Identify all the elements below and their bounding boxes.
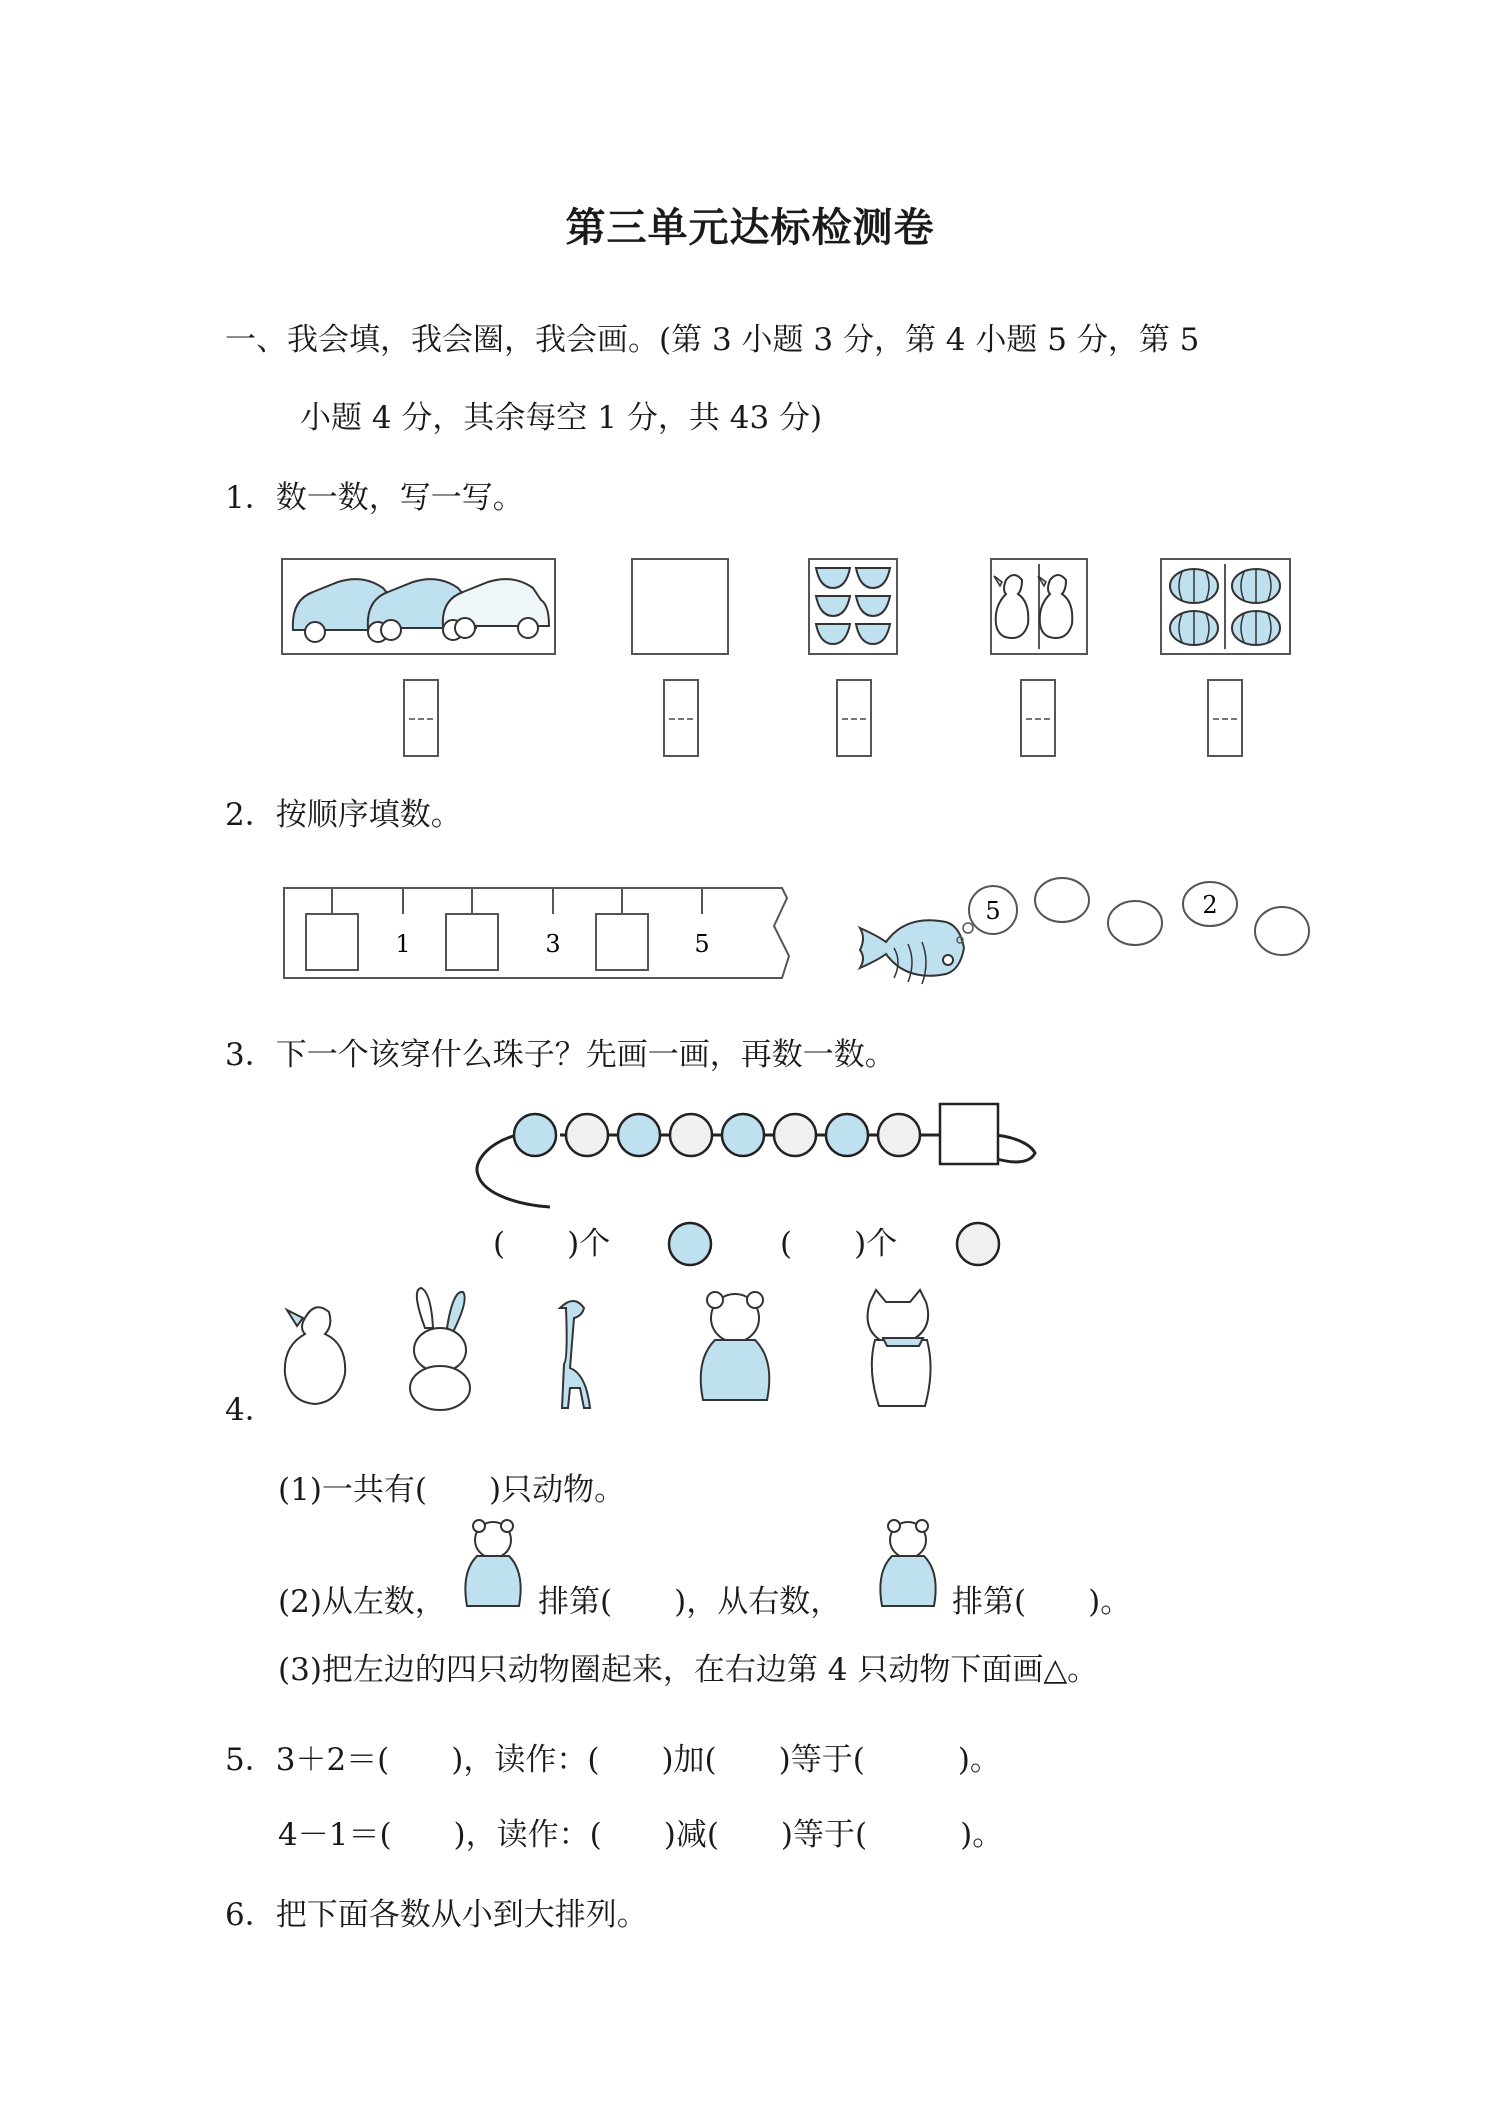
pumpkins-picture-frame: [1160, 558, 1291, 655]
duck-icon: [285, 1307, 345, 1404]
bead-white: [566, 1114, 608, 1156]
animals-row: [275, 1288, 975, 1418]
bead-blue: [618, 1114, 660, 1156]
page-title: 第三单元达标检测卷: [565, 205, 935, 251]
bead-white: [774, 1114, 816, 1156]
cat-icon: [868, 1290, 931, 1406]
ruler-blank-box-1[interactable]: [306, 914, 358, 970]
ruler-blank-box-2[interactable]: [446, 914, 498, 970]
cars-picture-frame: [281, 558, 556, 655]
bead-blue: [722, 1114, 764, 1156]
bear-icon: [870, 1518, 946, 1613]
blue-bead-icon: [666, 1220, 714, 1268]
question-1-text: 1．数一数，写一写。: [225, 480, 524, 516]
duck-icon: [992, 560, 1086, 653]
count-white-label: ( )个: [780, 1226, 898, 1262]
number-ruler: [282, 886, 792, 982]
ruler-label-1: 1: [395, 930, 411, 958]
section-heading-line1: 一、我会填，我会圈，我会画。(第 3 小题 3 分，第 4 小题 5 分，第 5: [225, 322, 1200, 358]
fish-bubbles-illustration: [850, 870, 1330, 1000]
ruler-blank-box-3[interactable]: [596, 914, 648, 970]
answer-box-bowls[interactable]: [836, 679, 872, 757]
question-5-line2: 4－1＝( )，读作：( )减( )等于( )。: [278, 1817, 1004, 1853]
bead-blue: [826, 1114, 868, 1156]
question-6-text: 6．把下面各数从小到大排列。: [225, 1897, 648, 1933]
question-4-sub2-c: 排第( )。: [952, 1584, 1132, 1620]
question-4-sub1: (1)一共有( )只动物。: [278, 1472, 626, 1508]
count-blue-label: ( )个: [493, 1226, 611, 1262]
ducks-picture-frame: [990, 558, 1088, 655]
bubble-5[interactable]: [1255, 907, 1309, 955]
bead-white: [878, 1114, 920, 1156]
question-2-text: 2．按顺序填数。: [225, 797, 462, 833]
question-5-line1: 5．3＋2＝( )，读作：( )加( )等于( )。: [225, 1742, 1001, 1778]
question-4-sub3: (3)把左边的四只动物圈起来，在右边第 4 只动物下面画△。: [278, 1652, 1099, 1688]
section-heading-line2: 小题 4 分，其余每空 1 分，共 43 分): [300, 400, 823, 436]
next-bead-box[interactable]: [940, 1104, 998, 1164]
answer-box-pumpkins[interactable]: [1207, 679, 1243, 757]
giraffe-icon: [560, 1301, 590, 1408]
question-4-number: 4．: [225, 1392, 276, 1428]
bead-white: [670, 1114, 712, 1156]
bubble-3[interactable]: [1108, 901, 1162, 945]
bubble-2[interactable]: [1035, 878, 1089, 922]
bubble-label-1: 5: [985, 897, 1001, 925]
bead-string: [470, 1095, 1050, 1215]
bear-icon: [455, 1518, 531, 1613]
question-4-sub2-a: (2)从左数，: [278, 1584, 446, 1620]
answer-box-ducks[interactable]: [1020, 679, 1056, 757]
ruler-label-2: 3: [545, 930, 561, 958]
bowls-picture-frame: [808, 558, 898, 655]
empty-picture-frame: [631, 558, 729, 655]
ruler-label-3: 5: [694, 930, 710, 958]
fish-icon: [860, 920, 964, 984]
answer-box-empty[interactable]: [663, 679, 699, 757]
question-3-text: 3．下一个该穿什么珠子？先画一画，再数一数。: [225, 1037, 896, 1073]
bead-blue: [514, 1114, 556, 1156]
answer-box-cars[interactable]: [403, 679, 439, 757]
rabbit-icon: [410, 1288, 470, 1410]
white-bead-icon: [954, 1220, 1002, 1268]
bowl-icon: [810, 560, 896, 653]
bear-icon: [701, 1292, 770, 1400]
car-icon: [283, 560, 554, 653]
bubble-label-2: 2: [1202, 891, 1218, 919]
question-4-sub2-b: 排第( )，从右数，: [538, 1584, 842, 1620]
pumpkin-icon: [1162, 560, 1289, 653]
